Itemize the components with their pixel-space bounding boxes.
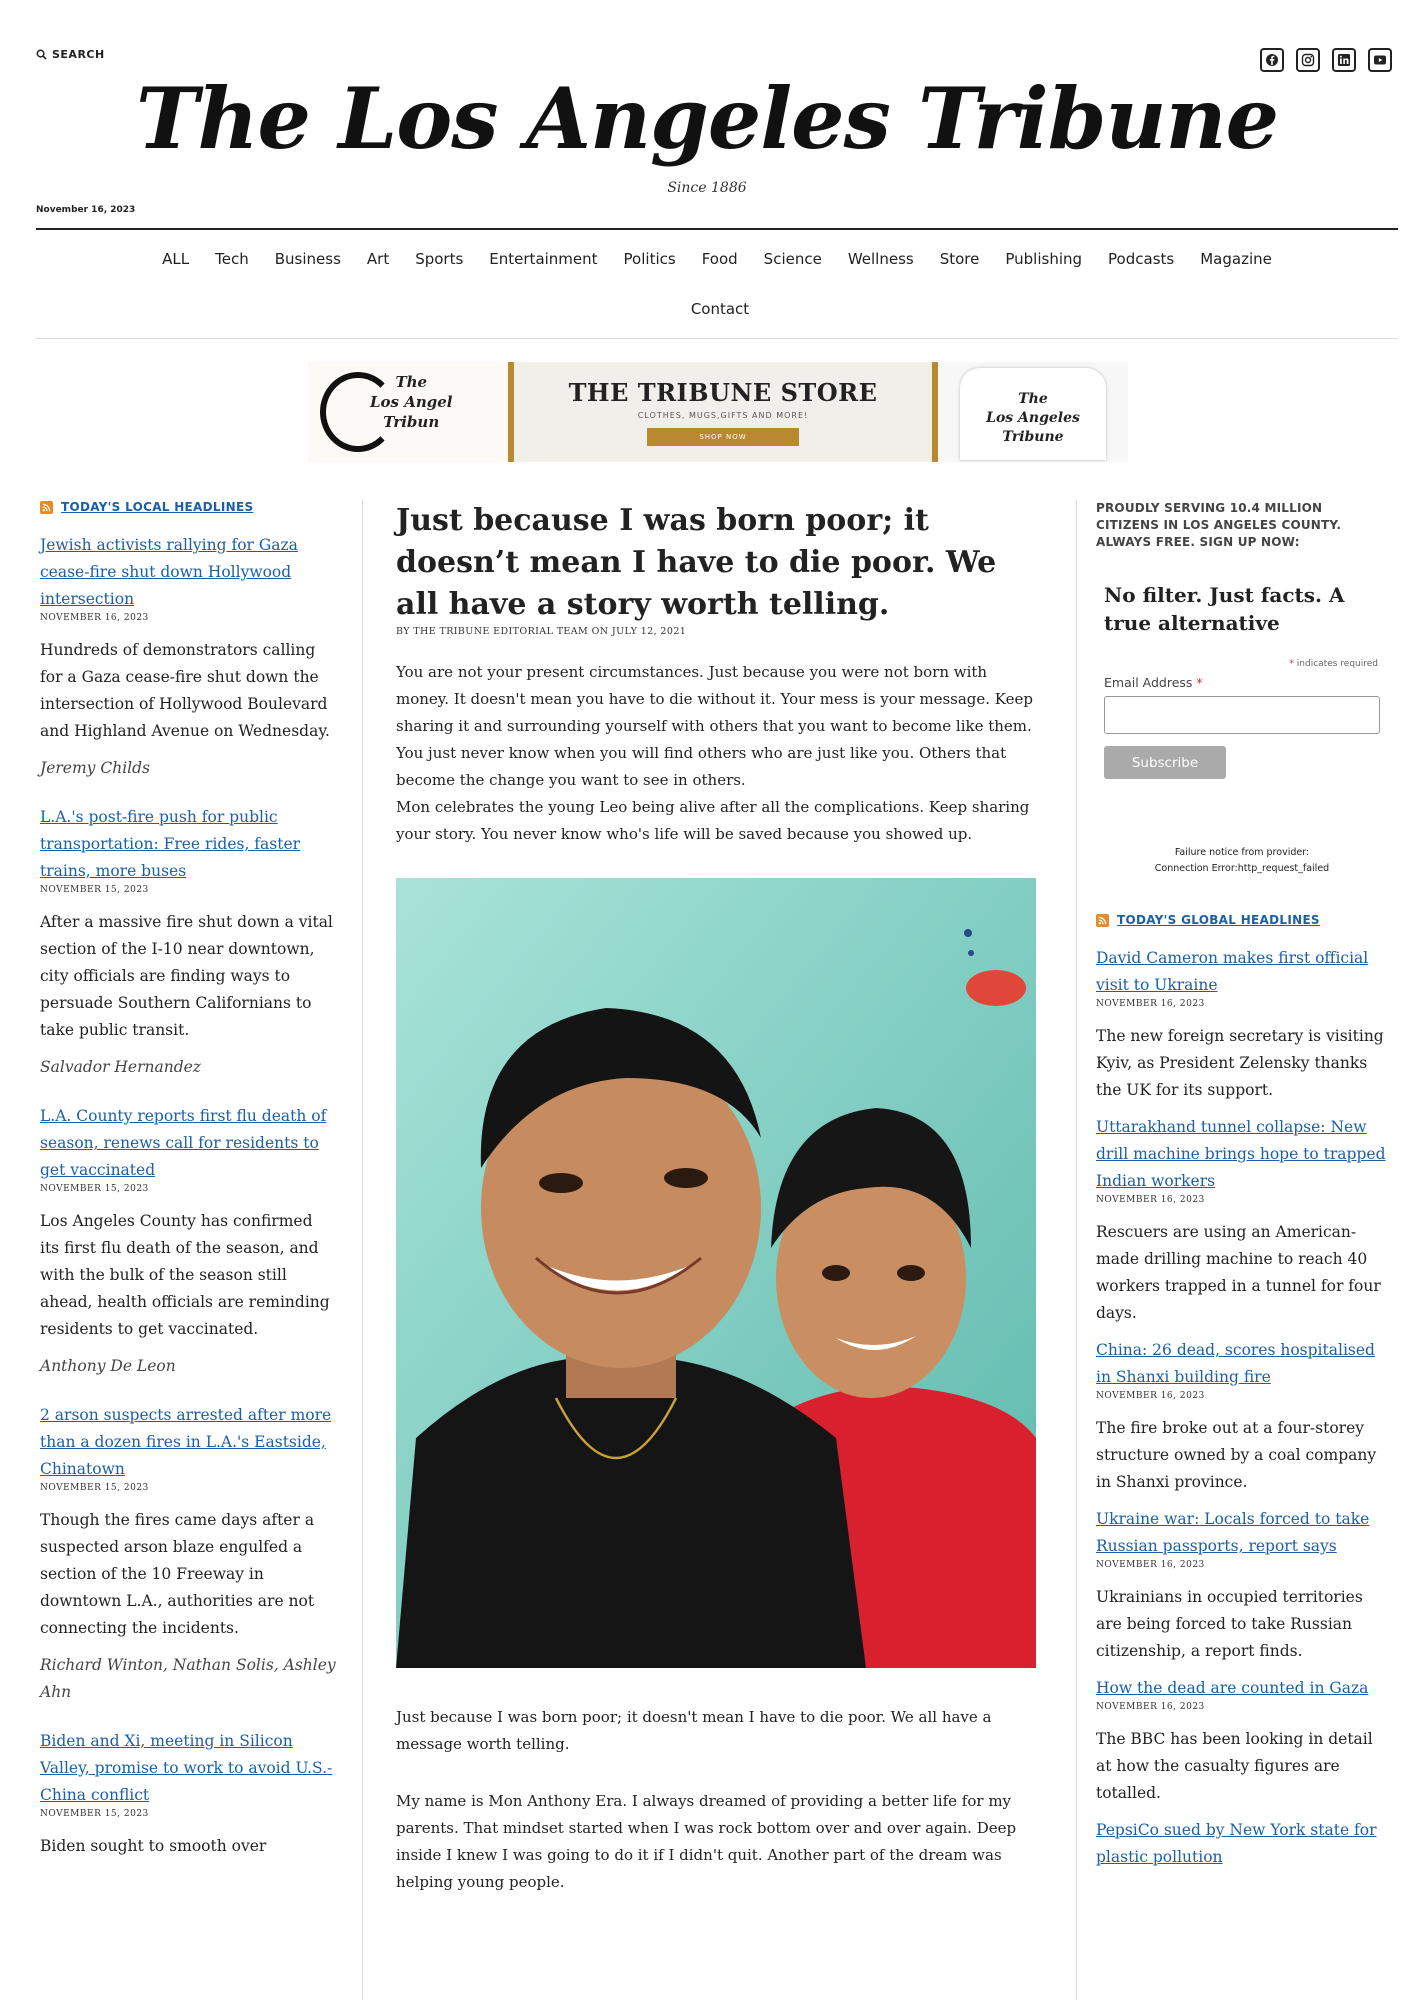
email-field[interactable] xyxy=(1104,696,1380,734)
nav-item-science[interactable]: Science xyxy=(763,250,822,268)
headline-link[interactable]: L.A.'s post-fire push for public transportation: Free rides, faster trains, more buses xyxy=(40,808,301,880)
headline-summary: Los Angeles County has confirmed its first flu death of the season, and with the bulk of the season still ahead, health officials are reminding residents to get vaccinated. xyxy=(40,1212,330,1338)
list-item xyxy=(40,532,336,782)
main-nav xyxy=(36,246,1398,272)
provider-failure-notice xyxy=(1096,845,1388,877)
ad-title: THE TRIBUNE STORE xyxy=(568,378,878,407)
headline-date: NOVEMBER 16, 2023 xyxy=(1096,1391,1205,1401)
headline-date: NOVEMBER 15, 2023 xyxy=(40,885,149,895)
headline-summary: Hundreds of demonstrators calling for a Gaza cease-fire shut down the intersection of Hollywood Boulevard and Highland Avenue on Wednesday. xyxy=(40,641,330,740)
failure-notice-line-2: Connection Error:http_request_failed xyxy=(1154,863,1330,874)
headline-date: NOVEMBER 15, 2023 xyxy=(40,1184,149,1194)
ad-mug-image xyxy=(308,362,508,462)
ad-shirt-text-2: Los Angeles xyxy=(986,410,1080,426)
nav-item-food[interactable]: Food xyxy=(701,250,738,268)
list-item xyxy=(40,1402,336,1706)
store-ad-banner[interactable] xyxy=(308,362,1128,462)
list-item xyxy=(1096,1337,1388,1496)
local-headlines-heading[interactable] xyxy=(40,500,336,514)
headline-link[interactable]: PepsiCo sued by New York state for plastic pollution xyxy=(1096,1821,1377,1866)
ad-mug-text-1: The xyxy=(395,373,428,391)
nav-item-magazine[interactable]: Magazine xyxy=(1200,250,1272,268)
article-photo-illustration xyxy=(396,878,1036,1668)
headline-link[interactable]: Jewish activists rallying for Gaza cease-fire shut down Hollywood intersection xyxy=(40,536,298,608)
since-tagline: Since 1886 xyxy=(667,180,747,196)
headline-author: Anthony De Leon xyxy=(40,1357,176,1375)
headline-author: Richard Winton, Nathan Solis, Ashley Ahn xyxy=(40,1656,336,1701)
search-button[interactable] xyxy=(36,48,105,61)
email-label xyxy=(1096,675,1388,690)
nav-item-contact[interactable]: Contact xyxy=(690,300,750,318)
list-item xyxy=(40,1103,336,1380)
list-item xyxy=(1096,1114,1388,1327)
article xyxy=(396,500,1036,1896)
nav-item-art[interactable]: Art xyxy=(366,250,390,268)
rss-icon xyxy=(1096,914,1109,927)
nav-item-politics[interactable]: Politics xyxy=(623,250,676,268)
nav-item-tech[interactable]: Tech xyxy=(215,250,249,268)
headline-date: NOVEMBER 16, 2023 xyxy=(1096,1702,1205,1712)
headline-date: NOVEMBER 16, 2023 xyxy=(1096,1195,1205,1205)
rss-icon xyxy=(40,501,53,514)
subscribe-button[interactable]: Subscribe xyxy=(1104,746,1226,779)
article-body: My name is Mon Anthony Era. I always dreamed of providing a better life for my parents. That mindset started when I was rock bottom over and over again. Deep inside I knew I was going to do it if I didn't quit. Another part of the dream was helping young people. xyxy=(396,1792,1017,1891)
headline-summary: The BBC has been looking in detail at how the casualty figures are totalled. xyxy=(1096,1730,1373,1802)
headline-link[interactable]: 2 arson suspects arrested after more than a dozen fires in L.A.'s Eastside, Chinatown xyxy=(40,1406,332,1478)
headline-link[interactable]: Uttarakhand tunnel collapse: New drill machine brings hope to trapped Indian workers xyxy=(1096,1118,1386,1190)
headline-author: Salvador Hernandez xyxy=(40,1058,201,1076)
global-headlines-heading[interactable] xyxy=(1096,913,1388,927)
ad-subtitle: CLOTHES, MUGS,GIFTS AND MORE! xyxy=(637,411,809,420)
headline-summary: Rescuers are using an American-made drilling machine to reach 40 workers trapped in a tunnel for four days. xyxy=(1096,1223,1381,1322)
headline-summary: The new foreign secretary is visiting Kyiv, as President Zelensky thanks the UK for its support. xyxy=(1096,1027,1384,1099)
failure-notice-line-1: Failure notice from provider: xyxy=(1174,847,1310,858)
ad-shirt-image xyxy=(938,362,1128,462)
list-item xyxy=(40,804,336,1081)
right-sidebar xyxy=(1096,500,1388,1877)
nav-item-all[interactable]: ALL xyxy=(162,250,190,268)
header-divider xyxy=(36,228,1398,230)
article-intro: You are not your present circumstances. Just because you were not born with money. It doesn't mean you have to die without it. Your mess is your message. Keep sharing it and surrounding yourself with others that you want to become like them. You just never know when you will find others who are just like you. Others that become the change you want to see in others. xyxy=(396,663,1033,789)
nav-item-publishing[interactable]: Publishing xyxy=(1005,250,1083,268)
headline-link[interactable]: L.A. County reports first flu death of season, renews call for residents to get vaccinated xyxy=(40,1107,327,1179)
newsletter-title: No filter. Just facts. A true alternative xyxy=(1104,583,1345,635)
ad-mug-text-3: Tribun xyxy=(383,413,440,431)
headline-summary: After a massive fire shut down a vital section of the I-10 near downtown, city officials are finding ways to persuade Southern Californians to take public transit. xyxy=(40,913,333,1039)
article-photo xyxy=(396,878,1036,1668)
nav-item-podcasts[interactable]: Podcasts xyxy=(1108,250,1175,268)
headline-author: Jeremy Childs xyxy=(40,759,150,777)
required-note xyxy=(1096,659,1388,669)
nav-item-business[interactable]: Business xyxy=(274,250,341,268)
nav-item-wellness[interactable]: Wellness xyxy=(847,250,914,268)
headline-date: NOVEMBER 15, 2023 xyxy=(40,1809,149,1819)
nav-divider xyxy=(36,338,1398,339)
search-icon xyxy=(36,49,47,60)
article-intro-2: Mon celebrates the young Leo being alive after all the complications. Keep sharing your story. You never know who's life will be saved because you showed up. xyxy=(396,798,1030,843)
list-item xyxy=(1096,1506,1388,1665)
required-note-text: indicates required xyxy=(1296,659,1378,669)
list-item xyxy=(1096,1817,1388,1871)
headline-link[interactable]: Ukraine war: Locals forced to take Russian passports, report says xyxy=(1096,1510,1370,1555)
ad-shirt-text-1: The xyxy=(1018,391,1048,407)
column-divider-right xyxy=(1076,500,1077,2000)
nav-item-store[interactable]: Store xyxy=(939,250,980,268)
ad-shop-now-button[interactable]: SHOP NOW xyxy=(647,428,798,446)
column-divider-left xyxy=(362,500,363,2000)
email-label-text: Email Address xyxy=(1104,675,1193,690)
signup-promo: PROUDLY SERVING 10.4 MILLION CITIZENS IN LOS ANGELES COUNTY. ALWAYS FREE. SIGN UP NOW: xyxy=(1096,501,1342,549)
list-item xyxy=(1096,945,1388,1104)
headline-date: NOVEMBER 16, 2023 xyxy=(40,613,149,623)
local-headlines-label: TODAY'S LOCAL HEADLINES xyxy=(61,500,254,514)
headline-link[interactable]: David Cameron makes first official visit to Ukraine xyxy=(1096,949,1369,994)
headline-summary: The fire broke out at a four-storey structure owned by a coal company in Shanxi province. xyxy=(1096,1419,1377,1491)
headline-link[interactable]: China: 26 dead, scores hospitalised in Shanxi building fire xyxy=(1096,1341,1375,1386)
article-byline: BY THE TRIBUNE EDITORIAL TEAM ON JULY 12, 2021 xyxy=(396,626,687,637)
search-label: SEARCH xyxy=(52,48,105,61)
ad-shirt-text-3: Tribune xyxy=(1002,429,1064,445)
headline-date: NOVEMBER 16, 2023 xyxy=(1096,999,1205,1009)
headline-link[interactable]: Biden and Xi, meeting in Silicon Valley, promise to work to avoid U.S.-China conflict xyxy=(40,1732,333,1804)
headline-link[interactable]: How the dead are counted in Gaza xyxy=(1096,1679,1369,1697)
article-title: Just because I was born poor; it doesn’t mean I have to die poor. We all have a story worth telling. xyxy=(396,503,997,622)
list-item xyxy=(1096,1675,1388,1807)
headline-date: NOVEMBER 16, 2023 xyxy=(1096,1560,1205,1570)
photo-caption: Just because I was born poor; it doesn't mean I have to die poor. We all have a message worth telling. xyxy=(396,1708,992,1753)
headline-summary: Biden sought to smooth over xyxy=(40,1837,267,1855)
ad-mug-text-2: Los Angel xyxy=(370,393,453,411)
nav-item-entertainment[interactable]: Entertainment xyxy=(489,250,598,268)
required-star-icon: * xyxy=(1289,659,1297,669)
headline-date: NOVEMBER 15, 2023 xyxy=(40,1483,149,1493)
headline-summary: Though the fires came days after a suspected arson blaze engulfed a section of the 10 Freeway in downtown L.A., authorities are not connecting the incidents. xyxy=(40,1511,315,1637)
list-item xyxy=(40,1728,336,1860)
nav-item-sports[interactable]: Sports xyxy=(415,250,464,268)
current-date: November 16, 2023 xyxy=(36,205,136,215)
local-headlines xyxy=(40,500,336,1870)
required-star-icon: * xyxy=(1196,675,1203,690)
headline-summary: Ukrainians in occupied territories are being forced to take Russian citizenship, a report finds. xyxy=(1096,1588,1363,1660)
site-logo[interactable]: The Los Angeles Tribune xyxy=(135,69,1279,168)
global-headlines-label: TODAY'S GLOBAL HEADLINES xyxy=(1117,913,1320,927)
